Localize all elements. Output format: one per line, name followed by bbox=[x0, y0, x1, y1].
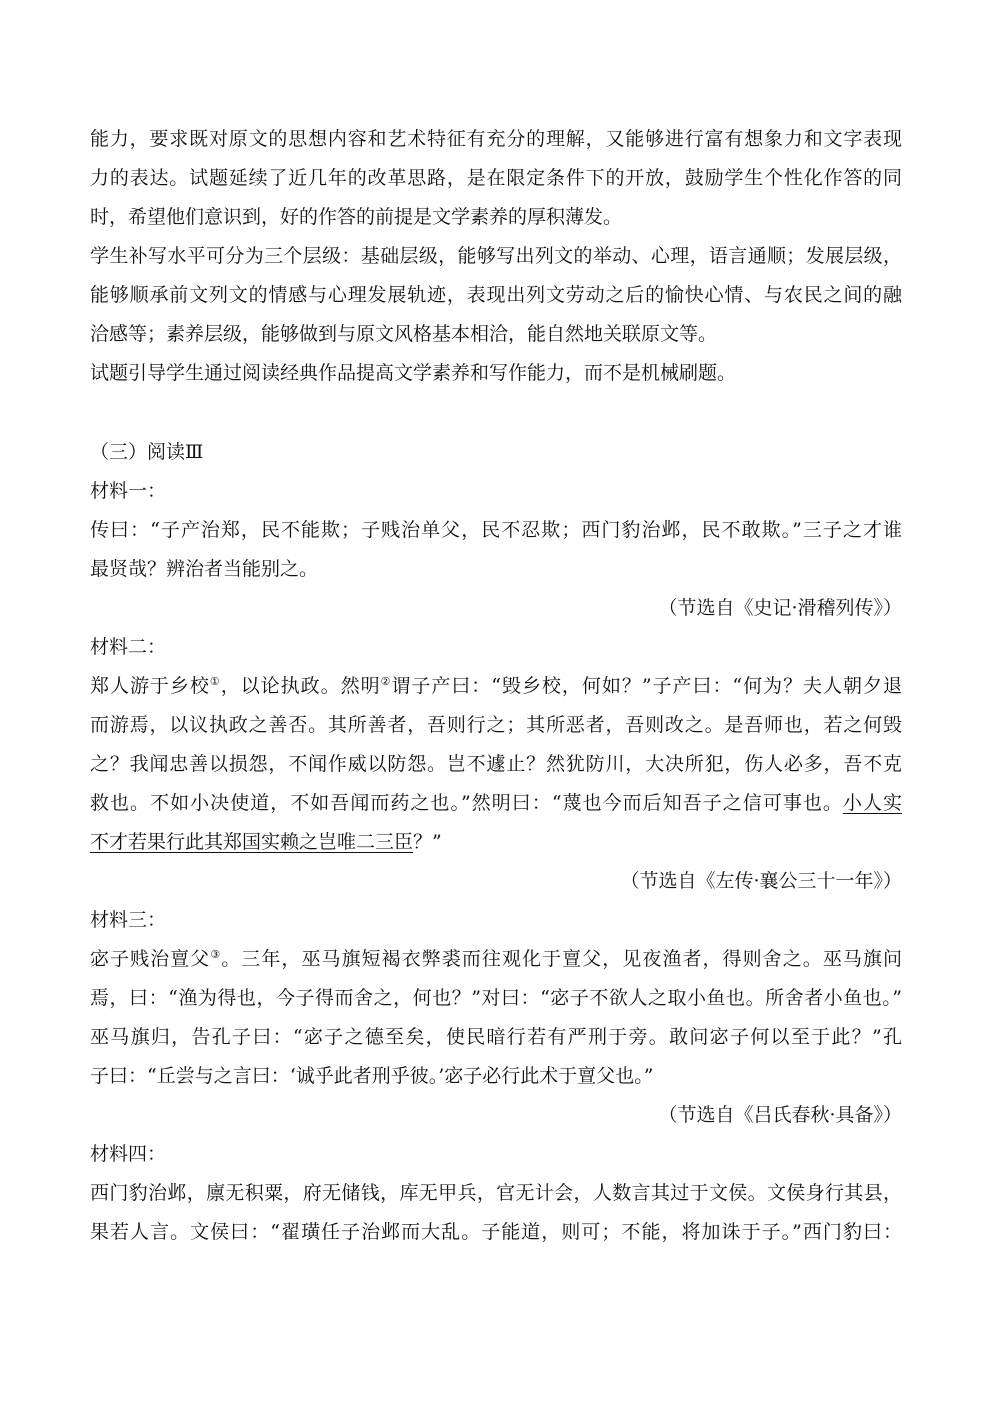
intro-line: 洽感等；素养层级，能够做到与原文风格基本相洽，能自然地关联原文等。 bbox=[90, 323, 718, 345]
material-1-line: 最贤哉？辨治者当能别之。 bbox=[90, 558, 319, 580]
section-title: （三）阅读Ⅲ bbox=[90, 441, 204, 463]
text-run: 谓子产曰：“毁乡校，何如？”子产曰：“何为？夫人朝夕退 bbox=[391, 675, 902, 697]
intro-line: 时，希望他们意识到，好的作答的前提是文学素养的厚积薄发。 bbox=[90, 206, 623, 228]
material-2-line-1 bbox=[90, 674, 902, 698]
material-4-label: 材料四： bbox=[90, 1143, 167, 1165]
text-run: 。三年，巫马旗短褐衣弊裘而往观化于亶父，见夜渔者，得则舍之。巫马旗问 bbox=[221, 948, 902, 970]
material-3-label: 材料三： bbox=[90, 909, 167, 931]
material-3-source: （节选自《吕氏春秋·具备》） bbox=[658, 1104, 902, 1126]
material-1-source: （节选自《史记·滑稽列传》） bbox=[658, 597, 902, 619]
underlined-sentence: 小人实 bbox=[842, 792, 902, 814]
text-run: 救也。不如小决使道，不如吾闻而药之也。”然明曰：“蔑也今而后知吾子之信可事也。 bbox=[90, 792, 843, 814]
text-run: 郑人游于乡校 bbox=[90, 675, 210, 697]
material-2-line: 之？我闻忠善以损怨，不闻作威以防怨。岂不遽止？然犹防川，大决所犯，伤人必多，吾不克 bbox=[90, 753, 902, 775]
text-run: ，以论执政。然明 bbox=[220, 675, 381, 697]
footnote-mark-3: ③ bbox=[210, 948, 222, 961]
intro-line: 试题引导学生通过阅读经典作品提高文学素养和写作能力，而不是机械刷题。 bbox=[90, 362, 737, 384]
material-3-line: 子曰：“丘尝与之言曰：‘诚乎此者刑乎彼。’宓子必行此术于亶父也。” bbox=[90, 1065, 654, 1087]
footnote-mark-1: ① bbox=[209, 675, 221, 688]
material-3-line: 巫马旗归，告孔子曰：“宓子之德至矣，使民暗行若有严刑于旁。敢问宓子何以至于此？”孔 bbox=[90, 1026, 902, 1048]
material-3-line: 焉，曰：“渔为得也，今子得而舍之，何也？”对曰：“宓子不欲人之取小鱼也。所舍者小鱼也。” bbox=[90, 987, 902, 1009]
material-4-line: 果若人言。文侯曰：“翟璜任子治邺而大乱。子能道，则可；不能，将加诛于子。”西门豹曰： bbox=[90, 1221, 902, 1243]
intro-line: 能力，要求既对原文的思想内容和艺术特征有充分的理解，又能够进行富有想象力和文字表现 bbox=[90, 128, 902, 150]
intro-line: 能够顺承前文列文的情感与心理发展轨迹，表现出列文劳动之后的愉快心情、与农民之间的融 bbox=[90, 284, 902, 306]
material-1-label: 材料一： bbox=[90, 480, 167, 502]
material-2-line: 而游焉，以议执政之善否。其所善者，吾则行之；其所恶者，吾则改之。是吾师也，若之何毁 bbox=[90, 714, 902, 736]
material-1-line: 传曰：“子产治郑，民不能欺；子贱治单父，民不忍欺；西门豹治邺，民不敢欺。”三子之才谁 bbox=[90, 519, 902, 541]
material-2-label: 材料二： bbox=[90, 636, 167, 658]
material-2-source: （节选自《左传·襄公三十一年》） bbox=[620, 870, 902, 892]
material-3-line-1 bbox=[90, 947, 902, 971]
underlined-sentence: 不才若果行此其郑国实赖之岂唯二三臣 bbox=[90, 831, 414, 853]
intro-line: 力的表达。试题延续了近几年的改革思路，是在限定条件下的开放，鼓励学生个性化作答的同 bbox=[90, 167, 902, 189]
material-4-line: 西门豹治邺，廪无积粟，府无储钱，库无甲兵，官无计会，人数言其过于文侯。文侯身行其县， bbox=[90, 1182, 902, 1204]
footnote-mark-2: ② bbox=[380, 675, 392, 688]
text-run: 宓子贱治亶父 bbox=[90, 948, 211, 970]
material-2-line-4 bbox=[90, 791, 902, 815]
material-2-line-5 bbox=[90, 830, 902, 854]
text-run: ？” bbox=[413, 831, 442, 853]
intro-line: 学生补写水平可分为三个层级：基础层级，能够写出列文的举动、心理，语言通顺；发展层级， bbox=[90, 245, 902, 267]
